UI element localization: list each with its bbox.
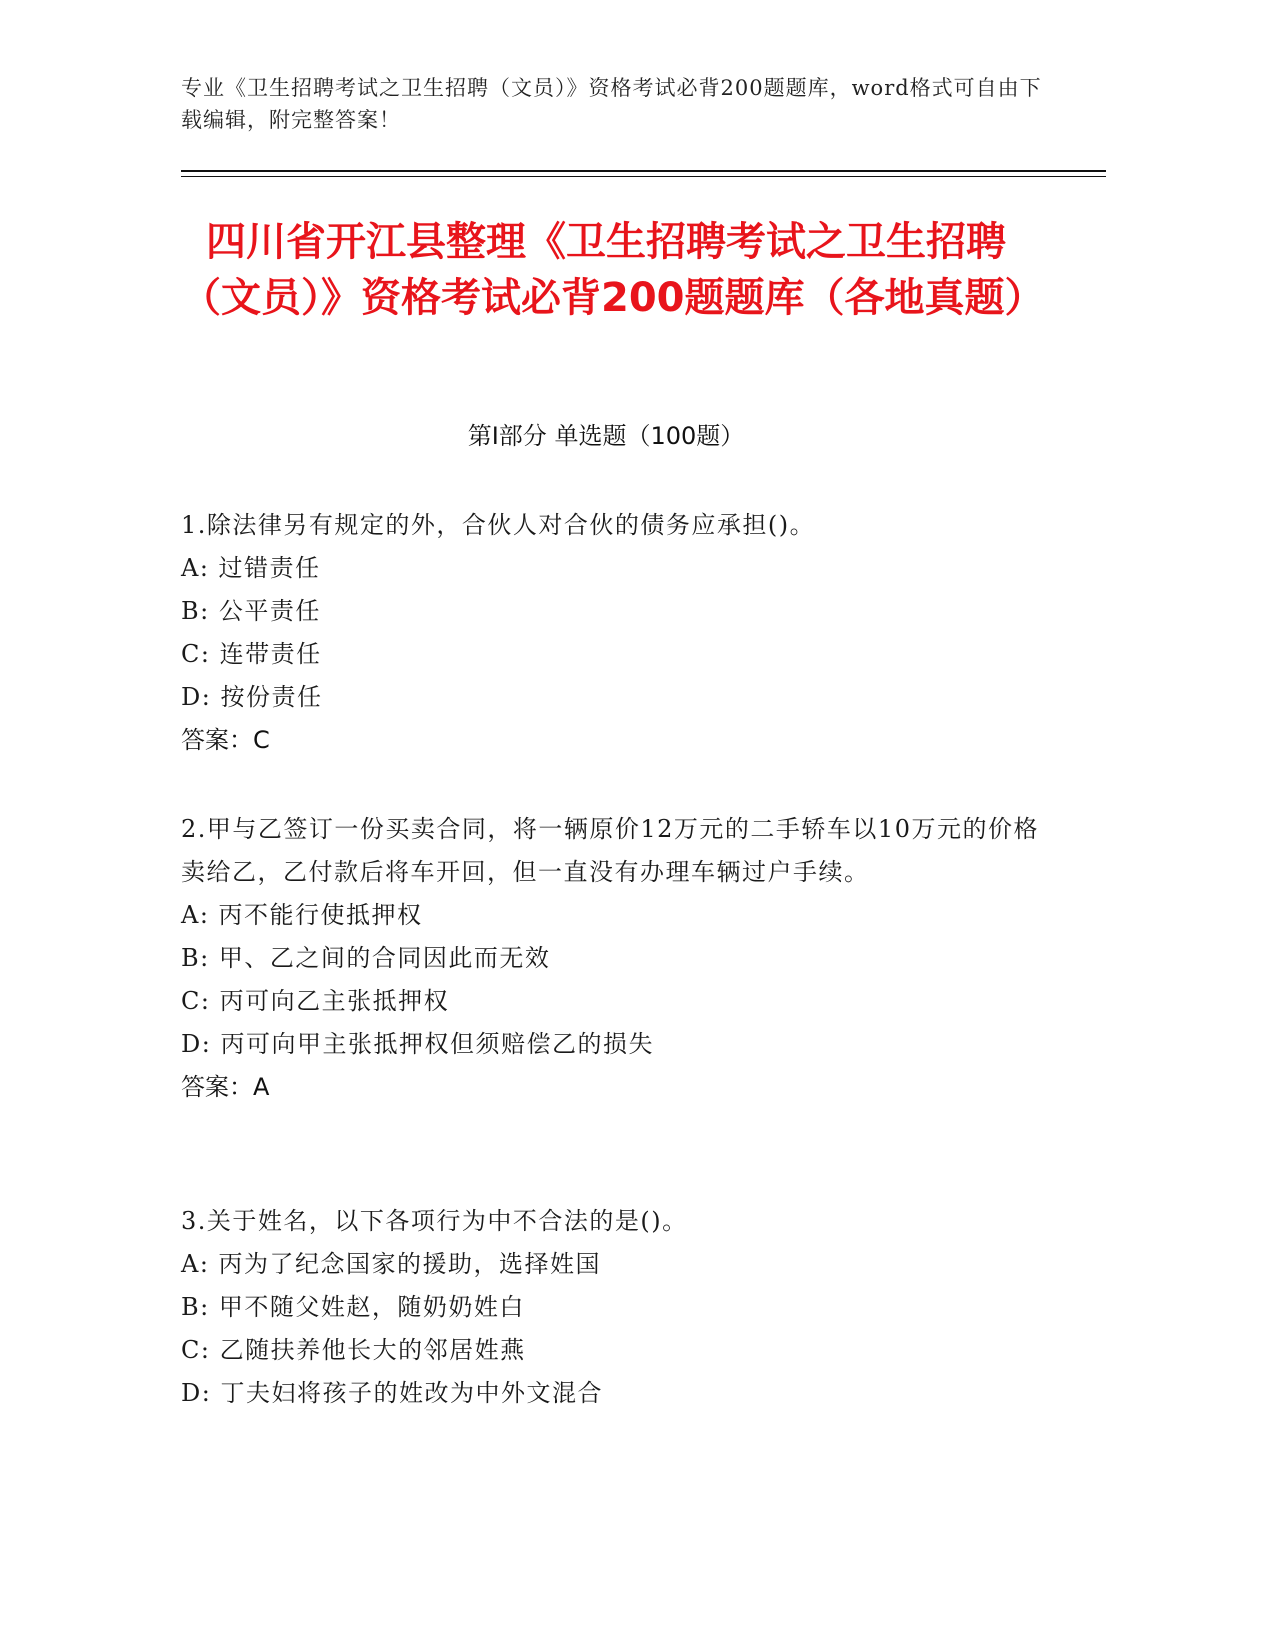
option-d: D: 丁夫妇将孩子的姓改为中外文混合 xyxy=(181,1379,603,1407)
header-note: 专业《卫生招聘考试之卫生招聘（文员）》资格考试必背200题题库，word格式可自由下载编辑，附完整答案！ xyxy=(181,76,1042,132)
section-title: 第I部分 单选题（100题） xyxy=(467,422,745,450)
answer: 答案：A xyxy=(181,1073,270,1101)
document-title: 四川省开江县整理《卫生招聘考试之卫生招聘（文员）》资格考试必背200题题库（各地真题） xyxy=(181,219,1045,321)
question-stem: 3.关于姓名，以下各项行为中不合法的是()。 xyxy=(181,1207,688,1235)
option-c: C: 连带责任 xyxy=(181,640,322,668)
question-stem: 2.甲与乙签订一份买卖合同，将一辆原价12万元的二手轿车以10万元的价格卖给乙，乙付款后将车开回，但一直没有办理车辆过户手续。 xyxy=(181,815,1039,886)
header-rule-thin xyxy=(181,176,1106,177)
option-c: C: 乙随扶养他长大的邻居姓燕 xyxy=(181,1336,526,1364)
option-a: A: 丙不能行使抵押权 xyxy=(181,901,423,929)
option-a: A: 丙为了纪念国家的援助，选择姓国 xyxy=(181,1250,602,1278)
option-b: B: 甲、乙之间的合同因此而无效 xyxy=(181,944,551,972)
answer: 答案：C xyxy=(181,726,270,754)
header-rule-thick xyxy=(181,170,1106,172)
question-3 xyxy=(181,1200,1041,1415)
question-stem: 1.除法律另有规定的外，合伙人对合伙的债务应承担()。 xyxy=(181,511,816,539)
option-a: A: 过错责任 xyxy=(181,554,321,582)
option-c: C: 丙可向乙主张抵押权 xyxy=(181,987,450,1015)
question-1 xyxy=(181,504,1041,762)
option-b: B: 公平责任 xyxy=(181,597,321,625)
option-d: D: 丙可向甲主张抵押权但须赔偿乙的损失 xyxy=(181,1030,654,1058)
question-2 xyxy=(181,808,1041,1109)
option-b: B: 甲不随父姓赵，随奶奶姓白 xyxy=(181,1293,525,1321)
option-d: D: 按份责任 xyxy=(181,683,323,711)
